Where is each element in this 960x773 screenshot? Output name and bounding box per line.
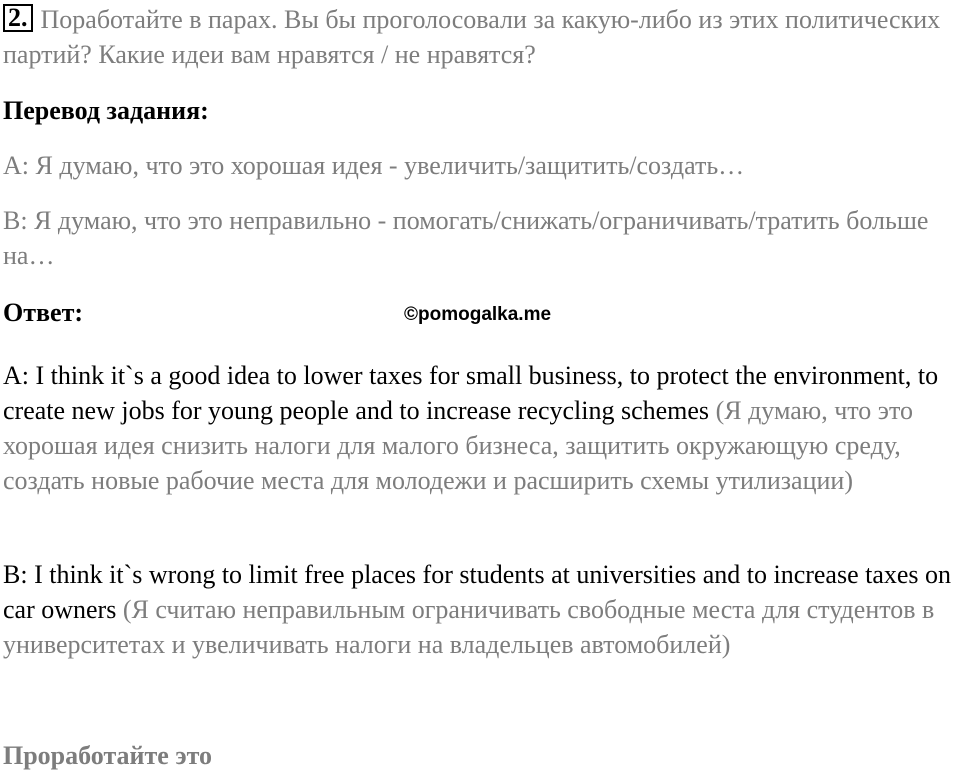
translation-line-b: В: Я думаю, что это неправильно - помогать/снижать/ограничивать/тратить больше на… [3, 206, 929, 270]
task-number-badge: 2. [3, 4, 33, 32]
translation-line-a: А: Я думаю, что это хорошая идея - увеличить/защитить/создать… [3, 151, 745, 180]
answer-a-russian: (Я думаю, что это хорошая идея снизить налоги для малого бизнеса, защитить окружающую среду, создать новые рабочие места для молодежи и расширить схемы утилизации) [3, 396, 913, 495]
watermark-text: ©pomogalka.me [404, 304, 552, 325]
answer-b-russian: (Я считаю неправильным ограничивать свободные места для студентов в университетах и увеличивать налоги на владельцев автомобилей) [3, 595, 935, 659]
answer-heading: Ответ: [3, 298, 84, 327]
translation-heading: Перевод задания: [3, 96, 209, 125]
answer-a-paragraph [3, 358, 958, 498]
task-text: Поработайте в парах. Вы бы проголосовали за какую-либо из этих политических партий? Какие идеи вам нравятся / не нравятся? [3, 5, 941, 69]
answer-b-paragraph [3, 557, 958, 662]
footer-heading: Проработайте это [3, 741, 213, 770]
answer-b-english: B: I think it`s wrong to limit free places for students at universities and to increase taxes on car owners [3, 560, 952, 624]
task-block [3, 2, 958, 72]
answer-a-english: A: I think it`s a good idea to lower taxes for small business, to protect the environment, to create new jobs for young people and to increase recycling schemes [3, 361, 939, 425]
